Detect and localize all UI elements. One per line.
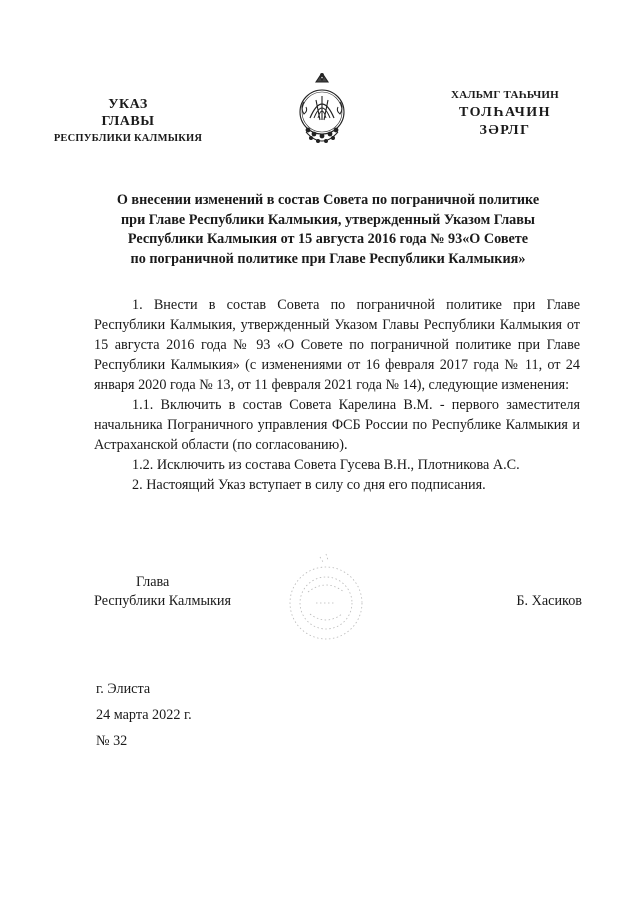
document-body — [94, 295, 580, 495]
position-line2: Республики Калмыкия — [94, 593, 232, 609]
footer-number: № 32 — [96, 733, 128, 749]
document-title — [80, 191, 576, 269]
footer-city: г. Элиста — [96, 681, 151, 697]
title-line: при Главе Республики Калмыкия, утвержденный Указом Главы — [121, 211, 535, 228]
header-left-line2: ГЛАВЫ — [101, 114, 155, 129]
title-line: О внесении изменений в состав Совета по пограничной политике — [116, 192, 540, 208]
header-left-line1: УКАЗ — [108, 97, 148, 112]
header-right-line3: ЗӘРЛГ — [479, 123, 531, 138]
paragraph-1-2: 1.2. Исключить из состава Совета Гусева В.Н., Плотникова А.С. — [132, 457, 520, 473]
header-left-block — [48, 96, 208, 147]
signatory-position — [94, 573, 294, 611]
title-line: по пограничной политике при Главе Республики Калмыкия» — [130, 250, 526, 267]
header-right-line1: ХАЛЬМГ ТАҺЬЧИН — [451, 89, 559, 101]
header-right-line2: ТОЛҺАЧИН — [458, 105, 552, 120]
coat-of-arms-icon — [296, 72, 348, 162]
document-footer — [96, 679, 296, 757]
title-line: Республики Калмыкия от 15 августа 2016 года № 93«О Совете — [127, 231, 529, 247]
header-left-line3: РЕСПУБЛИКИ КАЛМЫКИЯ — [53, 133, 203, 144]
paragraph-1-1: 1.1. Включить в состав Совета Карелина В.М. - первого заместителя начальника Пограничного управления ФСБ России по Республике Калмыкия и Астраханской области (по согласованию). — [94, 397, 580, 453]
position-line1: Глава — [136, 574, 170, 590]
official-stamp-icon — [286, 548, 366, 658]
paragraph-2: 2. Настоящий Указ вступает в силу со дня его подписания. — [132, 477, 486, 493]
paragraph-1: 1. Внести в состав Совета по пограничной политике при Главе Республики Калмыкия, утвержденный Указом Главы Республики Калмыкия от 15 августа 2016 года № 93 «О Совете по пограничной политике при Главе Республики Калмыкия» (с изменениями от 16 февраля 2017 года № 11, от 24 января 2020 года № 13, от 11 февраля 2021 года № 14), следующие изменения: — [94, 297, 580, 393]
footer-date: 24 марта 2022 г. — [96, 707, 192, 723]
header-right-block — [430, 86, 580, 140]
signatory-name: Б. Хасиков — [516, 593, 582, 609]
